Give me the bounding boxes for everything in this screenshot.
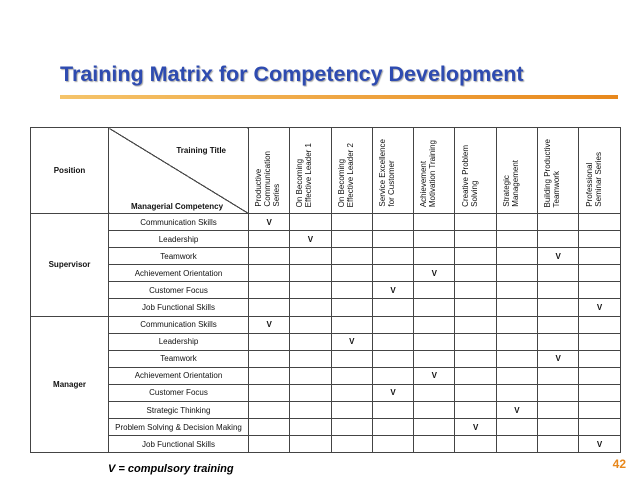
- compulsory-mark: V: [290, 231, 331, 248]
- matrix-cell: [496, 299, 537, 316]
- competency-cell: Problem Solving & Decision Making: [109, 419, 249, 436]
- column-header-label: Achievement Motivation Training: [419, 139, 438, 207]
- competency-cell: Achievement Orientation: [109, 367, 249, 384]
- matrix-cell: [579, 350, 620, 367]
- matrix-cell: [414, 333, 455, 350]
- table-row: [31, 282, 621, 299]
- matrix-cell: [538, 231, 579, 248]
- matrix-cell: [414, 316, 455, 333]
- matrix-cell: [331, 299, 372, 316]
- competency-cell: Leadership: [109, 333, 249, 350]
- matrix-cell: [290, 419, 331, 436]
- matrix-cell: [249, 333, 290, 350]
- matrix-cell: [455, 384, 496, 401]
- matrix-cell: [579, 265, 620, 282]
- compulsory-mark: V: [538, 248, 579, 265]
- competency-cell: Customer Focus: [109, 384, 249, 401]
- column-header-label: On Becoming Effective Leader 1: [295, 142, 314, 207]
- table-row: [31, 436, 621, 453]
- matrix-cell: [249, 384, 290, 401]
- column-header: [249, 128, 290, 214]
- matrix-cell: [331, 384, 372, 401]
- column-header: [290, 128, 331, 214]
- matrix-cell: [538, 316, 579, 333]
- matrix-cell: [579, 384, 620, 401]
- matrix-cell: [579, 333, 620, 350]
- matrix-cell: [538, 299, 579, 316]
- matrix-cell: [414, 231, 455, 248]
- matrix-cell: [455, 333, 496, 350]
- matrix-cell: [538, 214, 579, 231]
- matrix-cell: [249, 265, 290, 282]
- matrix-cell: [455, 299, 496, 316]
- matrix-cell: [331, 248, 372, 265]
- training-title-header: Training Title: [176, 146, 226, 155]
- matrix-cell: [290, 367, 331, 384]
- matrix-cell: [538, 265, 579, 282]
- slide-title: Training Matrix for Competency Development: [60, 62, 524, 86]
- matrix-cell: [455, 265, 496, 282]
- matrix-cell: [538, 367, 579, 384]
- compulsory-mark: V: [249, 316, 290, 333]
- matrix-cell: [496, 350, 537, 367]
- matrix-cell: [249, 231, 290, 248]
- matrix-cell: [455, 214, 496, 231]
- compulsory-mark: V: [331, 333, 372, 350]
- position-header: Position: [31, 128, 109, 214]
- matrix-cell: [414, 419, 455, 436]
- column-header-label: Building Productive Teamwork: [543, 138, 562, 207]
- column-header: [496, 128, 537, 214]
- matrix-cell: [538, 282, 579, 299]
- matrix-cell: [496, 282, 537, 299]
- column-header-label: Strategic Management: [501, 160, 520, 207]
- matrix-cell: [372, 316, 413, 333]
- competency-cell: Communication Skills: [109, 316, 249, 333]
- table-row: [31, 231, 621, 248]
- compulsory-mark: V: [249, 214, 290, 231]
- matrix-cell: [455, 367, 496, 384]
- competency-header: Managerial Competency: [131, 202, 224, 211]
- matrix-cell: [579, 402, 620, 419]
- matrix-body: [31, 214, 621, 453]
- matrix-cell: [290, 282, 331, 299]
- column-header: [579, 128, 620, 214]
- compulsory-mark: V: [496, 402, 537, 419]
- matrix-cell: [414, 436, 455, 453]
- column-header: [414, 128, 455, 214]
- compulsory-mark: V: [414, 367, 455, 384]
- column-header: [538, 128, 579, 214]
- matrix-cell: [538, 436, 579, 453]
- matrix-cell: [290, 316, 331, 333]
- column-header: [372, 128, 413, 214]
- compulsory-mark: V: [538, 350, 579, 367]
- matrix-cell: [496, 436, 537, 453]
- column-header: [331, 128, 372, 214]
- matrix-cell: [372, 231, 413, 248]
- matrix-cell: [372, 214, 413, 231]
- matrix-cell: [579, 316, 620, 333]
- position-cell: Manager: [31, 316, 109, 453]
- matrix-cell: [496, 419, 537, 436]
- table-row: [31, 265, 621, 282]
- column-header-label: Service Excellence for Customer: [378, 139, 397, 207]
- matrix-cell: [538, 333, 579, 350]
- matrix-cell: [455, 282, 496, 299]
- competency-cell: Customer Focus: [109, 282, 249, 299]
- matrix-cell: [496, 316, 537, 333]
- matrix-cell: [372, 265, 413, 282]
- matrix-cell: [331, 265, 372, 282]
- compulsory-mark: V: [579, 436, 620, 453]
- matrix-cell: [249, 299, 290, 316]
- competency-cell: Achievement Orientation: [109, 265, 249, 282]
- matrix-cell: [414, 299, 455, 316]
- matrix-cell: [331, 350, 372, 367]
- table-row: [31, 384, 621, 401]
- matrix-cell: [496, 384, 537, 401]
- page-number: 42: [612, 457, 626, 471]
- matrix-cell: [538, 402, 579, 419]
- matrix-cell: [414, 214, 455, 231]
- competency-cell: Teamwork: [109, 248, 249, 265]
- matrix-cell: [579, 248, 620, 265]
- matrix-cell: [290, 333, 331, 350]
- position-cell: Supervisor: [31, 214, 109, 317]
- matrix-cell: [331, 282, 372, 299]
- matrix-cell: [290, 248, 331, 265]
- matrix-cell: [455, 436, 496, 453]
- matrix-cell: [331, 316, 372, 333]
- matrix-cell: [249, 419, 290, 436]
- matrix-cell: [455, 316, 496, 333]
- matrix-cell: [579, 419, 620, 436]
- competency-cell: Teamwork: [109, 350, 249, 367]
- matrix-cell: [414, 350, 455, 367]
- diagonal-header-cell: [109, 128, 249, 214]
- matrix-cell: [372, 419, 413, 436]
- training-matrix-table: [30, 127, 621, 453]
- matrix-cell: [579, 214, 620, 231]
- matrix-cell: [496, 367, 537, 384]
- matrix-cell: [496, 231, 537, 248]
- matrix-cell: [414, 248, 455, 265]
- matrix-cell: [372, 436, 413, 453]
- compulsory-mark: V: [372, 384, 413, 401]
- compulsory-mark: V: [414, 265, 455, 282]
- table-row: [31, 299, 621, 316]
- matrix-cell: [372, 248, 413, 265]
- column-header-label: Productive Communication Series: [254, 151, 282, 207]
- table-row: [31, 333, 621, 350]
- compulsory-mark: V: [455, 419, 496, 436]
- table-row: [31, 419, 621, 436]
- matrix-cell: [538, 419, 579, 436]
- matrix-cell: [496, 214, 537, 231]
- matrix-cell: [496, 248, 537, 265]
- compulsory-mark: V: [372, 282, 413, 299]
- matrix-cell: [414, 282, 455, 299]
- matrix-cell: [579, 231, 620, 248]
- matrix-cell: [372, 367, 413, 384]
- table-row: [31, 248, 621, 265]
- matrix-cell: [331, 402, 372, 419]
- matrix-cell: [249, 282, 290, 299]
- matrix-cell: [331, 214, 372, 231]
- table-row: [31, 367, 621, 384]
- matrix-cell: [331, 231, 372, 248]
- matrix-cell: [455, 350, 496, 367]
- table-row: [31, 214, 621, 231]
- table-row: [31, 350, 621, 367]
- title-underline: [60, 95, 618, 99]
- matrix-cell: [455, 231, 496, 248]
- column-header-label: Creative Problem Solving: [460, 145, 479, 207]
- competency-cell: Job Functional Skills: [109, 299, 249, 316]
- matrix-cell: [579, 282, 620, 299]
- matrix-cell: [455, 402, 496, 419]
- matrix-cell: [372, 299, 413, 316]
- matrix-cell: [496, 333, 537, 350]
- column-header-label: Professional Seminar Series: [584, 152, 603, 207]
- matrix-cell: [331, 436, 372, 453]
- matrix-cell: [455, 248, 496, 265]
- matrix-cell: [372, 333, 413, 350]
- compulsory-mark: V: [579, 299, 620, 316]
- matrix-cell: [372, 402, 413, 419]
- matrix-cell: [538, 384, 579, 401]
- matrix-cell: [290, 384, 331, 401]
- matrix-cell: [579, 367, 620, 384]
- matrix-cell: [249, 350, 290, 367]
- matrix-cell: [290, 299, 331, 316]
- competency-cell: Job Functional Skills: [109, 436, 249, 453]
- competency-cell: Leadership: [109, 231, 249, 248]
- column-header-label: On Becoming Effective Leader 2: [336, 142, 355, 207]
- table-row: [31, 316, 621, 333]
- matrix-cell: [249, 248, 290, 265]
- matrix-cell: [496, 265, 537, 282]
- table-row: [31, 402, 621, 419]
- header-row: [31, 128, 621, 214]
- matrix-cell: [249, 402, 290, 419]
- matrix-cell: [331, 367, 372, 384]
- matrix-cell: [290, 436, 331, 453]
- matrix-cell: [331, 419, 372, 436]
- matrix-cell: [414, 402, 455, 419]
- matrix-cell: [290, 402, 331, 419]
- matrix-cell: [372, 350, 413, 367]
- column-header: [455, 128, 496, 214]
- matrix-cell: [249, 367, 290, 384]
- matrix-cell: [290, 214, 331, 231]
- competency-cell: Strategic Thinking: [109, 402, 249, 419]
- competency-cell: Communication Skills: [109, 214, 249, 231]
- legend-note: V = compulsory training: [108, 463, 234, 475]
- matrix-cell: [249, 436, 290, 453]
- matrix-cell: [290, 350, 331, 367]
- matrix-cell: [290, 265, 331, 282]
- matrix-cell: [414, 384, 455, 401]
